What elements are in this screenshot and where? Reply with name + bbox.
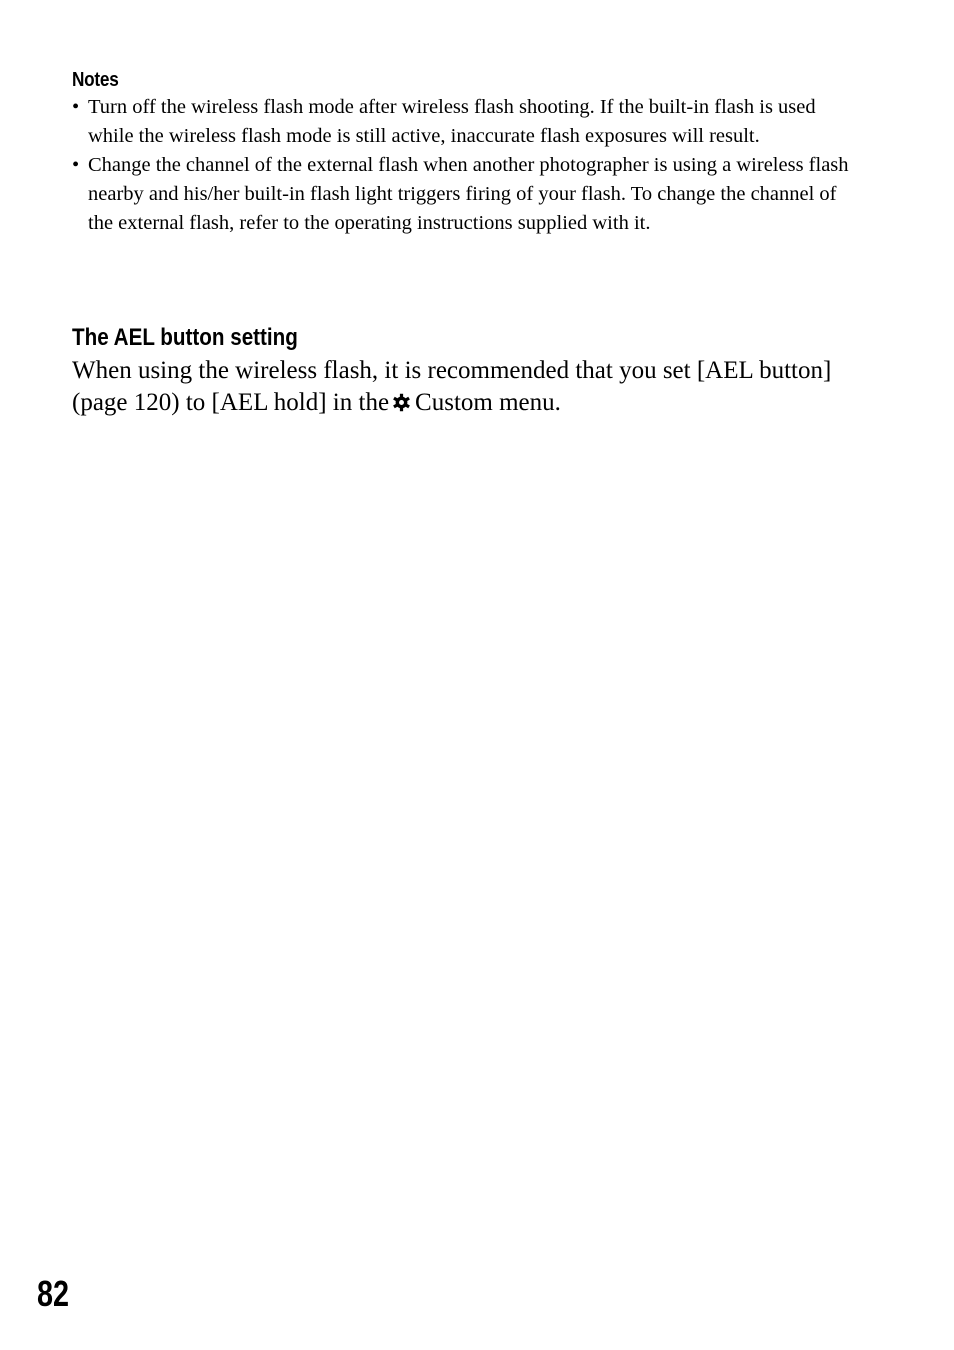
bullet: • (72, 154, 80, 176)
bullet: • (72, 96, 80, 118)
notes-heading: Notes (72, 69, 119, 91)
note-item (72, 93, 852, 151)
note-text: Turn off the wireless flash mode after wireless flash shooting. If the built-in flash is used while the wireless flash mode is still active, inaccurate flash exposures will result. (88, 96, 816, 147)
note-text: Change the channel of the external flash when another photographer is using a wireless flash nearby and his/her built-in flash light triggers firing of your flash. To change the channel of the external flash, refer to the operating instructions supplied with it. (88, 154, 849, 234)
notes-list (72, 93, 852, 238)
section-body-text-end: Custom menu. (415, 389, 561, 416)
note-item (72, 151, 852, 238)
gear-icon (392, 393, 411, 412)
section-body-text: When using the wireless flash, it is recommended that you set [AEL button] (page 120) to [AEL hold] in the (72, 357, 832, 416)
page-number: 82 (37, 1273, 70, 1314)
section-body (72, 355, 862, 419)
section-heading: The AEL button setting (72, 324, 298, 351)
